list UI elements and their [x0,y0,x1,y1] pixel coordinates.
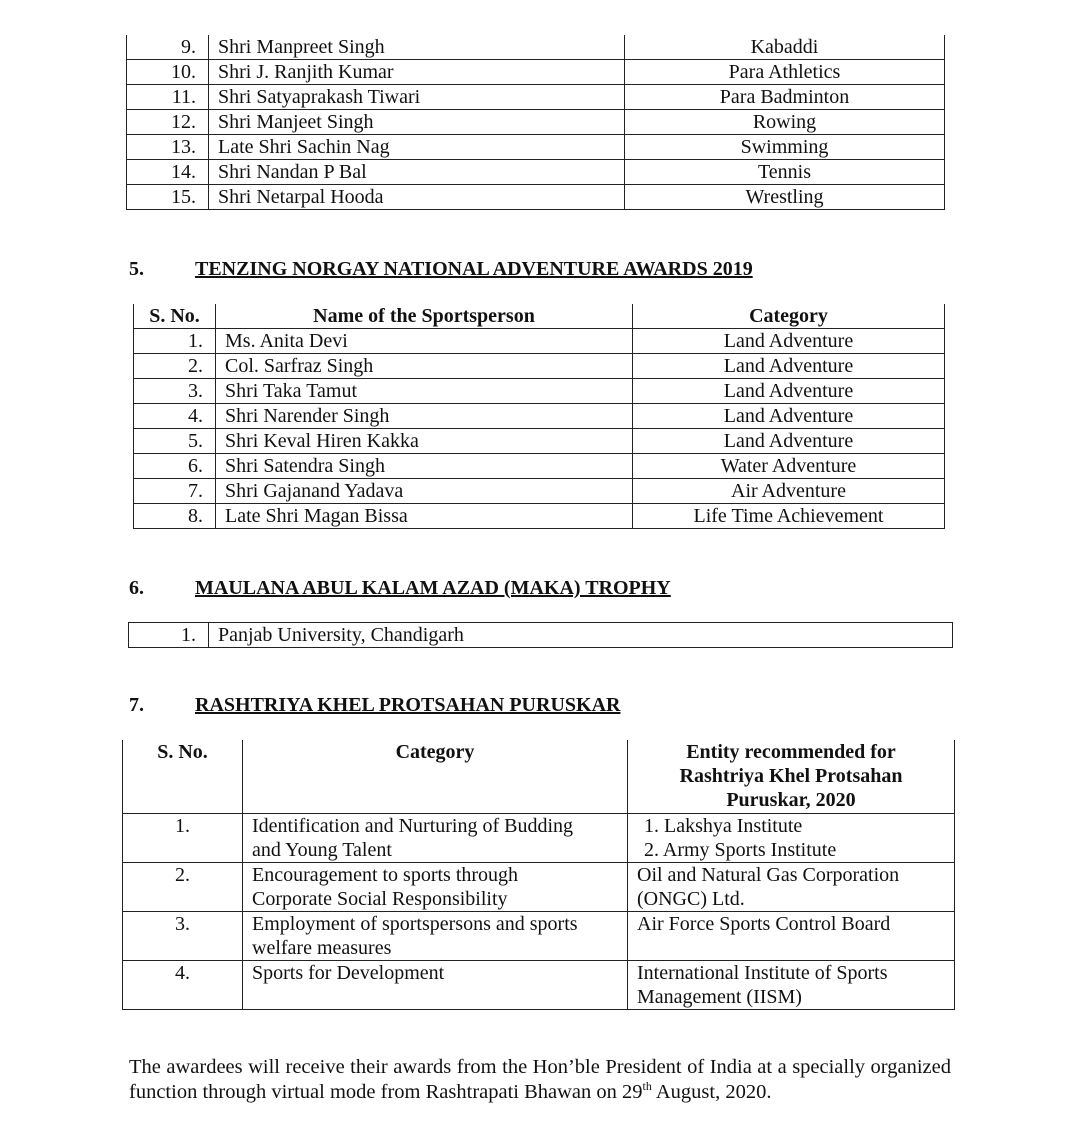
cell-category: Wrestling [625,185,945,210]
maka-trophy-table [128,622,953,648]
table-row [123,813,955,862]
table-row [127,135,945,160]
category-line: Sports for Development [252,961,445,984]
cell-category [243,911,628,960]
entity-line: International Institute of Sports [637,961,888,984]
cell-sno: 2. [123,862,243,911]
cell-name: Shri Netarpal Hooda [209,185,625,210]
category-line: Corporate Social Responsibility [252,887,508,910]
table-row [123,911,955,960]
section-title: TENZING NORGAY NATIONAL ADVENTURE AWARDS 2019 [195,258,753,280]
cell-sno: 1. [134,329,216,354]
cell-category: Rowing [625,110,945,135]
cell-category: Land Adventure [633,404,945,429]
table-row [134,379,945,404]
cell-name: Shri Gajanand Yadava [216,479,633,504]
table-row [134,329,945,354]
cell-name: Col. Sarfraz Singh [216,354,633,379]
table-header-row [123,740,955,813]
cell-sno: 13. [127,135,209,160]
cell-category: Life Time Achievement [633,504,945,529]
cell-sno: 15. [127,185,209,210]
cell-entity [628,862,955,911]
table-row [134,354,945,379]
cell-name: Late Shri Magan Bissa [216,504,633,529]
entity-line: 2. Army Sports Institute [644,838,837,861]
entity-line: Management (IISM) [637,985,802,1008]
closing-paragraph [129,1055,951,1105]
cell-name: Shri Taka Tamut [216,379,633,404]
cell-name: Shri Manjeet Singh [209,110,625,135]
category-line: Employment of sportspersons and sports [252,912,578,935]
section-number: 5. [129,258,144,280]
table-row [127,160,945,185]
cell-category: Para Athletics [625,60,945,85]
cell-sno: 10. [127,60,209,85]
cell-sno: 4. [123,960,243,1009]
cell-name: Late Shri Sachin Nag [209,135,625,160]
cell-entity [628,813,955,862]
table-row [134,404,945,429]
cell-name: Ms. Anita Devi [216,329,633,354]
cell-category [243,862,628,911]
category-line: Identification and Nurturing of Budding [252,814,574,837]
cell-sno: 3. [134,379,216,404]
cell-category: Para Badminton [625,85,945,110]
cell-category [243,813,628,862]
table-row [127,110,945,135]
cell-name: Shri Satendra Singh [216,454,633,479]
table-row [123,960,955,1009]
cell-sno: 11. [127,85,209,110]
cell-category: Swimming [625,135,945,160]
header-entity [628,740,955,813]
cell-sno: 2. [134,354,216,379]
cell-category: Kabaddi [625,35,945,60]
cell-name: Shri Satyaprakash Tiwari [209,85,625,110]
table-row [127,185,945,210]
header-category: Category [633,304,945,329]
header-entity-line3: Puruskar, 2020 [726,789,856,811]
closing-text-end: August, 2020. [651,1080,772,1103]
cell-name: Shri Manpreet Singh [209,35,625,60]
cell-sno: 12. [127,110,209,135]
table-row [127,60,945,85]
rashtriya-khel-protsahan-table [122,740,955,1010]
cell-sno: 4. [134,404,216,429]
table-row [127,85,945,110]
cell-sno: 1. [129,623,209,648]
cell-sno: 1. [123,813,243,862]
cell-sno: 5. [134,429,216,454]
header-sno: S. No. [123,740,243,813]
table-row [129,623,953,648]
cell-name: Shri Nandan P Bal [209,160,625,185]
section-number: 6. [129,577,144,599]
header-entity-line2: Rashtriya Khel Protsahan [679,765,903,787]
section-title: RASHTRIYA KHEL PROTSAHAN PURUSKAR [195,694,621,716]
cell-name: Shri J. Ranjith Kumar [209,60,625,85]
cell-category: Air Adventure [633,479,945,504]
section4-awards-table [126,35,945,210]
cell-sno: 8. [134,504,216,529]
category-line: welfare measures [252,936,392,959]
cell-category: Land Adventure [633,429,945,454]
cell-sno: 7. [134,479,216,504]
header-name: Name of the Sportsperson [216,304,633,329]
category-line: and Young Talent [252,838,392,861]
cell-category: Land Adventure [633,354,945,379]
category-line: Encouragement to sports through [252,863,519,886]
entity-line: (ONGC) Ltd. [637,887,745,910]
table-header-row [134,304,945,329]
entity-line: 1. Lakshya Institute [644,814,803,837]
cell-sno: 6. [134,454,216,479]
cell-category: Land Adventure [633,379,945,404]
cell-sno: 14. [127,160,209,185]
cell-category: Land Adventure [633,329,945,354]
entity-line: Air Force Sports Control Board [637,912,891,935]
header-category: Category [243,740,628,813]
table-row [123,862,955,911]
closing-text: The awardees will receive their awards from the Hon’ble President of India at a specially organized function through virtual mode from Rashtrapati Bhawan on 29 [129,1055,951,1103]
entity-line: Oil and Natural Gas Corporation [637,863,900,886]
cell-name: Shri Narender Singh [216,404,633,429]
ordinal-suffix: th [642,1078,652,1093]
cell-category [243,960,628,1009]
header-entity-line1: Entity recommended for [686,741,896,763]
table-row [127,35,945,60]
section-title: MAULANA ABUL KALAM AZAD (MAKA) TROPHY [195,577,671,599]
table-row [134,454,945,479]
cell-sno: 3. [123,911,243,960]
cell-entity [628,911,955,960]
table-row [134,429,945,454]
table-row [134,479,945,504]
cell-name: Panjab University, Chandigarh [209,623,953,648]
cell-category: Tennis [625,160,945,185]
table-row [134,504,945,529]
cell-sno: 9. [127,35,209,60]
header-sno: S. No. [134,304,216,329]
cell-category: Water Adventure [633,454,945,479]
tenzing-norgay-awards-table [133,304,945,529]
cell-entity [628,960,955,1009]
section-number: 7. [129,694,144,716]
cell-name: Shri Keval Hiren Kakka [216,429,633,454]
